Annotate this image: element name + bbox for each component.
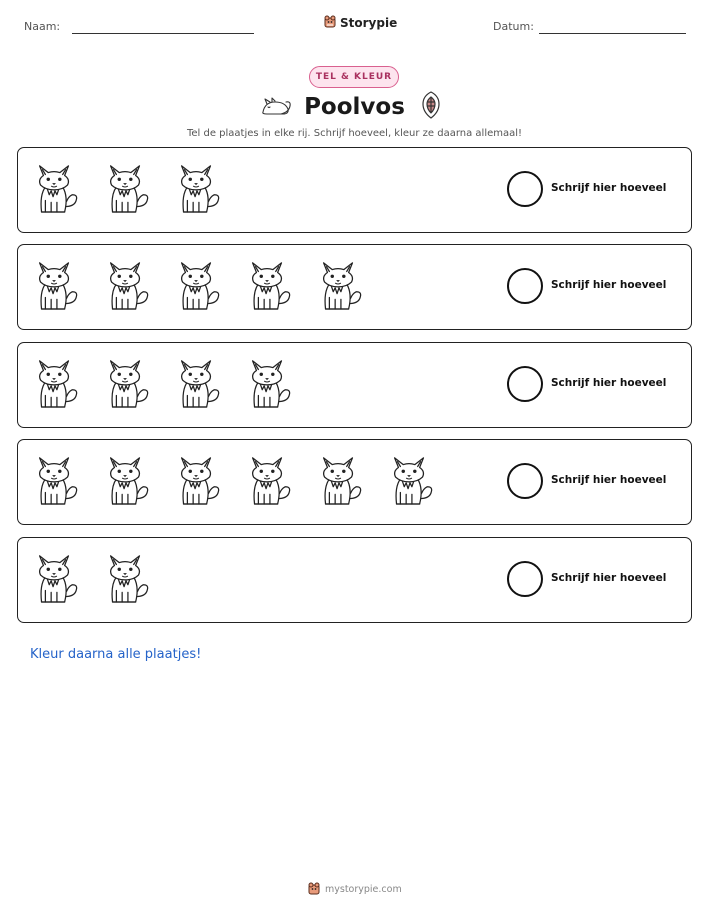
arctic-fox-icon <box>30 158 80 220</box>
arctic-fox-icon <box>243 353 293 415</box>
answer-circle[interactable] <box>507 561 543 597</box>
name-label: Naam: <box>24 20 61 33</box>
arctic-fox-icon <box>101 548 151 610</box>
title-row <box>0 90 709 124</box>
count-row <box>17 244 692 330</box>
arctic-fox-icon <box>30 548 80 610</box>
activity-badge: TEL & KLEUR <box>309 66 399 88</box>
answer-label: Schrijf hier hoeveel <box>551 279 667 291</box>
answer-circle[interactable] <box>507 366 543 402</box>
count-row <box>17 537 692 623</box>
count-row <box>17 439 692 525</box>
arctic-fox-icon <box>30 353 80 415</box>
worksheet-header <box>0 0 709 50</box>
storypie-logo <box>323 13 397 32</box>
arctic-fox-icon <box>385 450 435 512</box>
site-footer <box>307 880 402 899</box>
name-line[interactable] <box>72 33 254 34</box>
answer-circle[interactable] <box>507 171 543 207</box>
sleeping-fox-icon <box>259 92 293 122</box>
date-label: Datum: <box>493 20 534 33</box>
arctic-fox-icon <box>101 255 151 317</box>
answer-label: Schrijf hier hoeveel <box>551 474 667 486</box>
arctic-fox-icon <box>101 450 151 512</box>
arctic-fox-icon <box>101 353 151 415</box>
arctic-fox-icon <box>172 158 222 220</box>
arctic-fox-icon <box>314 255 364 317</box>
answer-circle[interactable] <box>507 268 543 304</box>
instruction-text: Tel de plaatjes in elke rij. Schrijf hoeveel, kleur ze daarna allemaal! <box>186 128 523 139</box>
arctic-fox-icon <box>172 450 222 512</box>
page-title: Poolvos <box>304 94 405 120</box>
arctic-fox-icon <box>172 255 222 317</box>
footer-site[interactable]: mystorypie.com <box>325 884 402 895</box>
answer-label: Schrijf hier hoeveel <box>551 377 667 389</box>
count-row <box>17 342 692 428</box>
storypie-logo-icon <box>307 880 321 899</box>
brand-name: Storypie <box>340 15 398 30</box>
arctic-fox-icon <box>101 158 151 220</box>
arctic-fox-icon <box>30 255 80 317</box>
arctic-fox-icon <box>172 353 222 415</box>
arctic-fox-icon <box>243 255 293 317</box>
arctic-fox-icon <box>314 450 364 512</box>
date-line[interactable] <box>539 33 686 34</box>
count-row <box>17 147 692 233</box>
shield-leaf-icon <box>420 90 442 124</box>
answer-circle[interactable] <box>507 463 543 499</box>
arctic-fox-icon <box>243 450 293 512</box>
answer-label: Schrijf hier hoeveel <box>551 182 667 194</box>
arctic-fox-icon <box>30 450 80 512</box>
answer-label: Schrijf hier hoeveel <box>551 572 667 584</box>
footer-note: Kleur daarna alle plaatjes! <box>30 647 202 662</box>
storypie-logo-icon <box>323 13 337 32</box>
